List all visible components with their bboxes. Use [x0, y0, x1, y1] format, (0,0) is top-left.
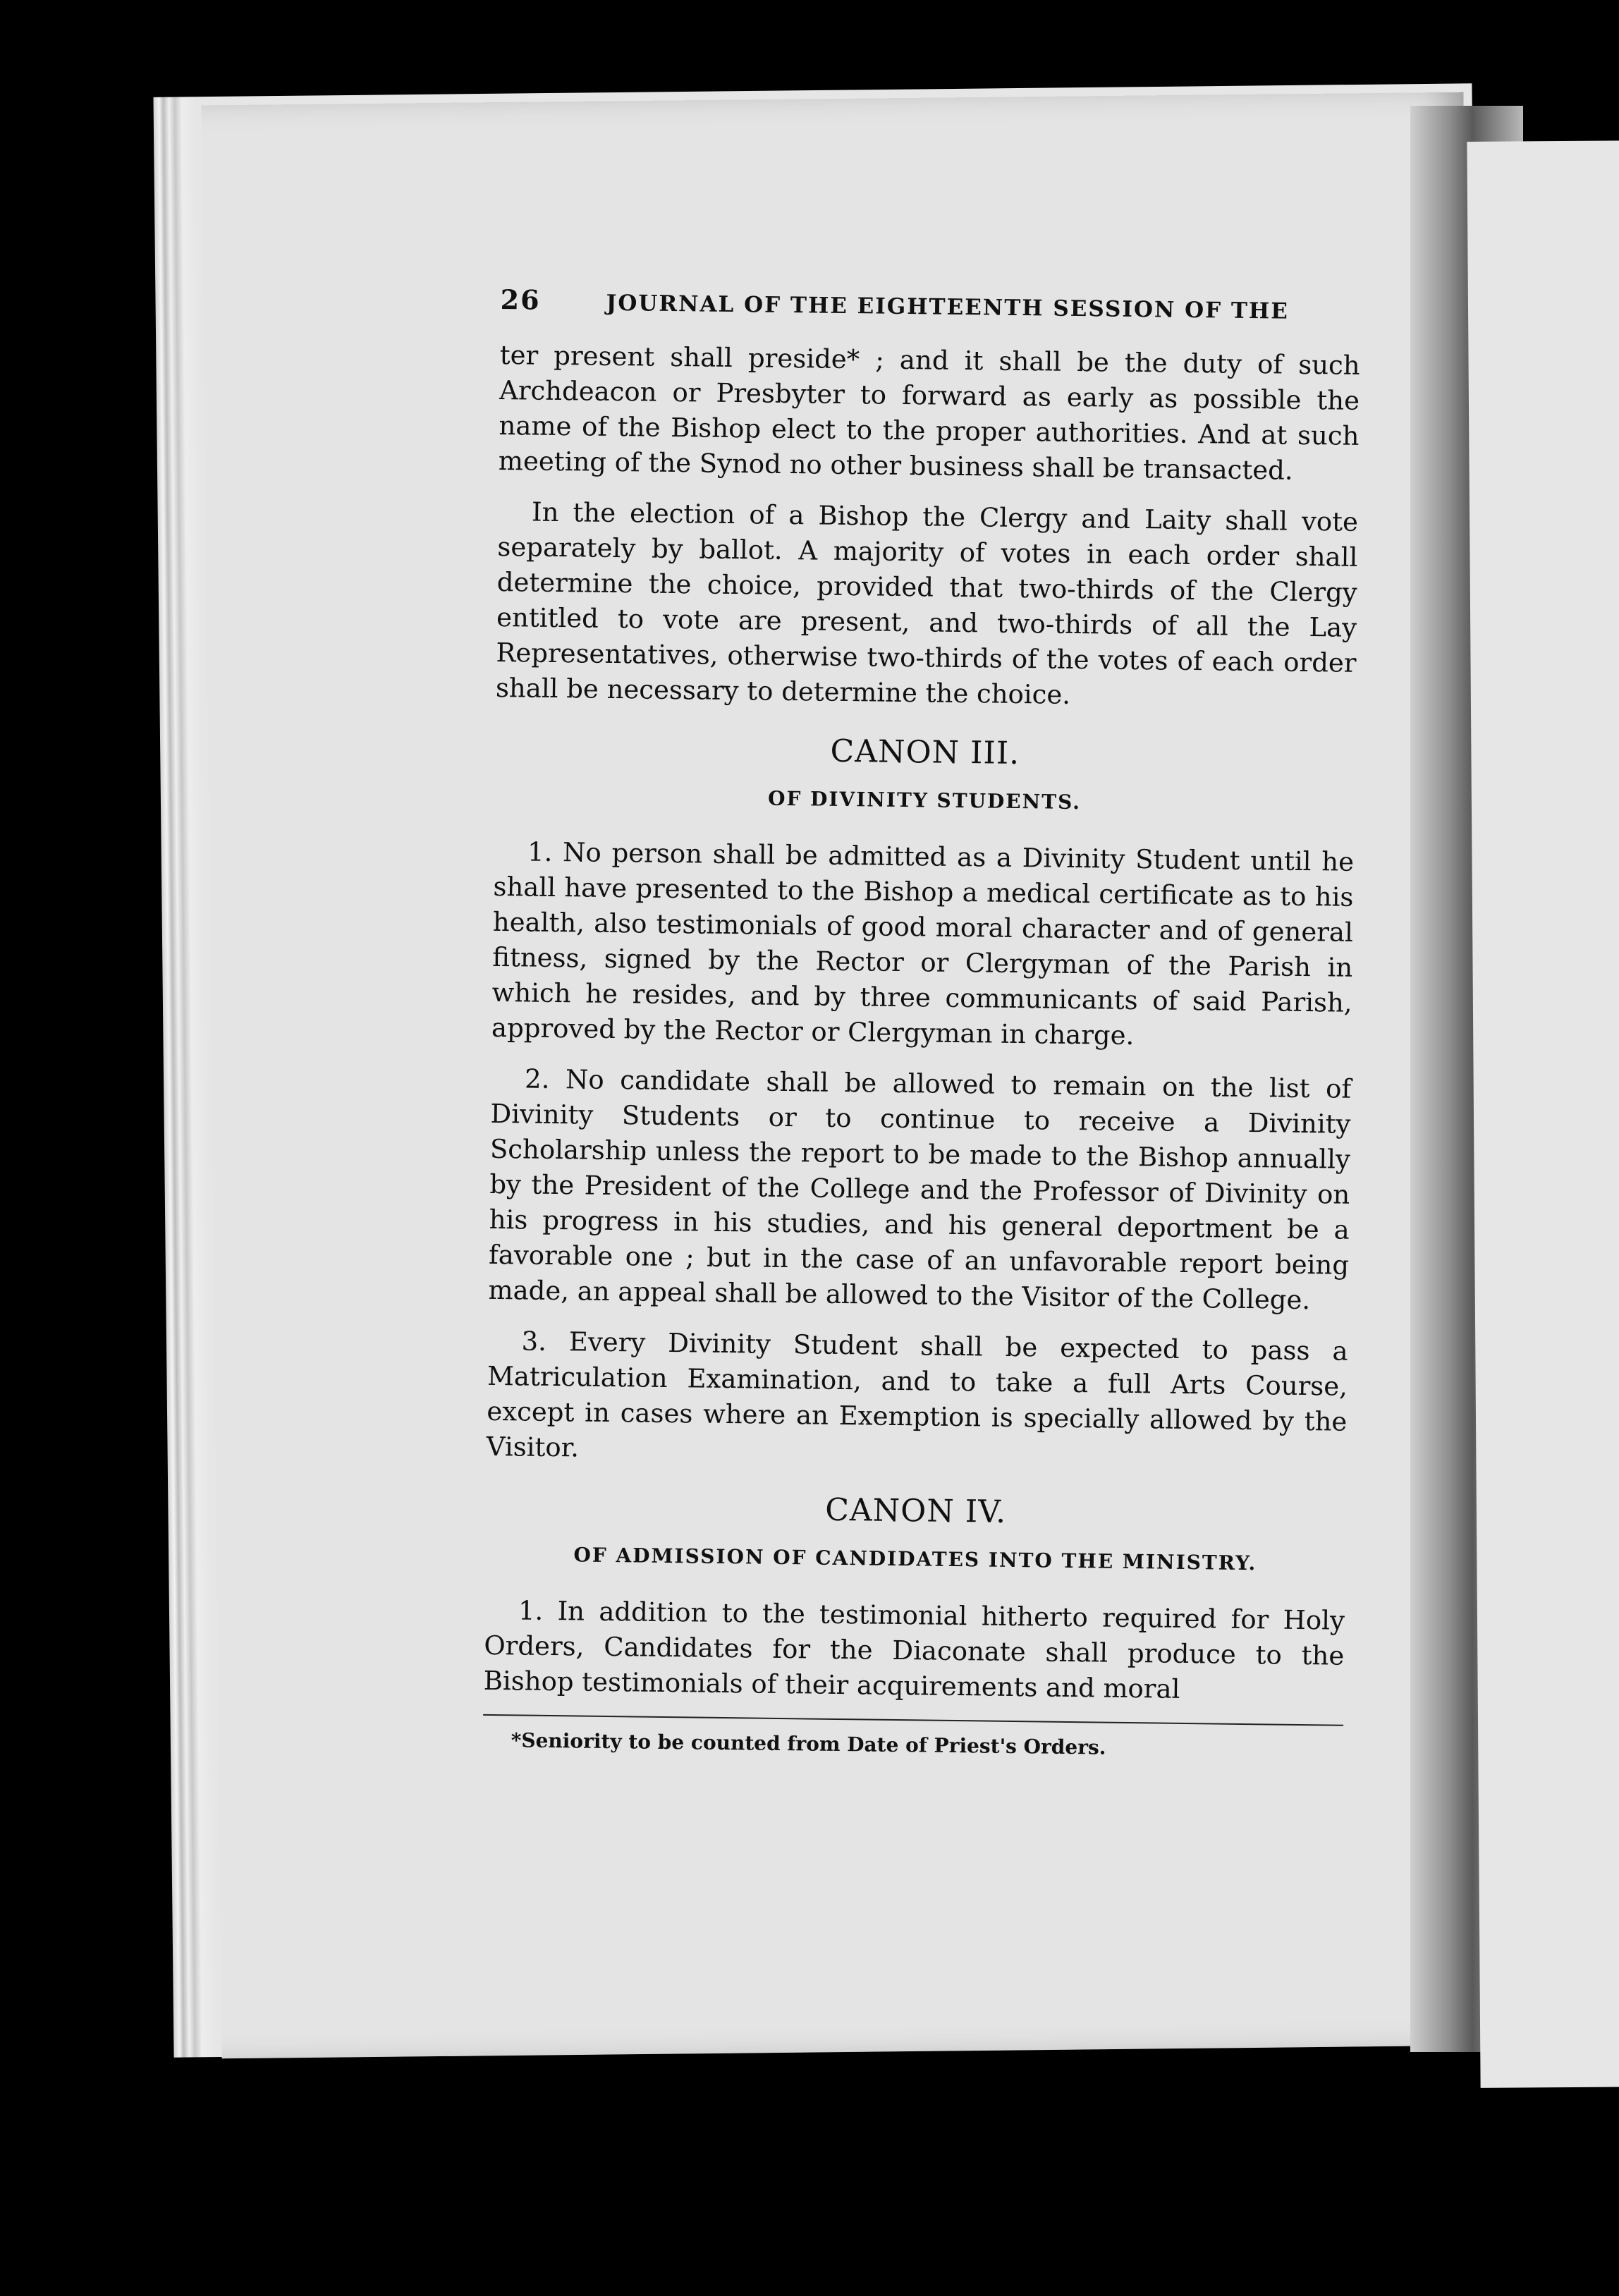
canon-section: 2. No candidate shall be allowed to remain on the list of Divinity Students or to continue to receive a Divinity Scholarship unless the report to be made to the Bishop annually by the President of the College and the Professor of Divinity on his progress in his studies, and his general deportment be a favorable one ; but in the case of an unfavorable report being made, an appeal shall be allowed to the Visitor of the College.	[488, 1063, 1352, 1316]
paragraph: ter present shall preside* ; and it shall be the duty of such Archdeacon or Presbyter to forward as early as possible the name of the Bishop elect to the proper authorities. And at such meeting of the Synod no other business shall be transacted.	[498, 339, 1360, 486]
paragraph: In the election of a Bishop the Clergy and Laity shall vote separately by ballot. A majority of votes in each order shall determine the choice, provided that two-thirds of the Clergy entitled to vote are present, and two-thirds of all the Lay Representatives, otherwise two-thirds of the votes of each order shall be necessary to determine the choice.	[495, 496, 1359, 710]
page-text	[482, 282, 1360, 1769]
right-page	[1467, 140, 1619, 2088]
canon-section: 3. Every Divinity Student shall be expected to pass a Matriculation Examination, and to take a full Arts Course, except in cases where an Exemption is specially allowed by the Visitor.	[486, 1326, 1348, 1463]
canon-section: 1. No person shall be admitted as a Divinity Student until he shall have presented to the Bishop a medical certificate as to his health, also testimonials of good moral character and of general fitness, signed by the Rector or Clergyman of the Parish in which he resides, and by three communicants of said Parish, approved by the Rector or Clergyman in charge.	[491, 836, 1355, 1051]
canon-subheading: OF ADMISSION OF CANDIDATES INTO THE MINISTRY.	[573, 1543, 1257, 1575]
canon-heading: CANON IV.	[824, 1491, 1007, 1530]
running-title: JOURNAL OF THE EIGHTEENTH SESSION OF THE	[606, 290, 1290, 324]
footnote: *Seniority to be counted from Date of Priest's Orders.	[511, 1728, 1106, 1759]
page-number: 26	[500, 283, 541, 316]
canon-heading: CANON III.	[830, 733, 1020, 772]
canon-section: 1. In addition to the testimonial hitherto required for Holy Orders, Candidates for the Diaconate shall produce to the Bishop testimonials of their acquirements and moral	[483, 1595, 1345, 1704]
canon-subheading: OF DIVINITY STUDENTS.	[767, 786, 1082, 814]
